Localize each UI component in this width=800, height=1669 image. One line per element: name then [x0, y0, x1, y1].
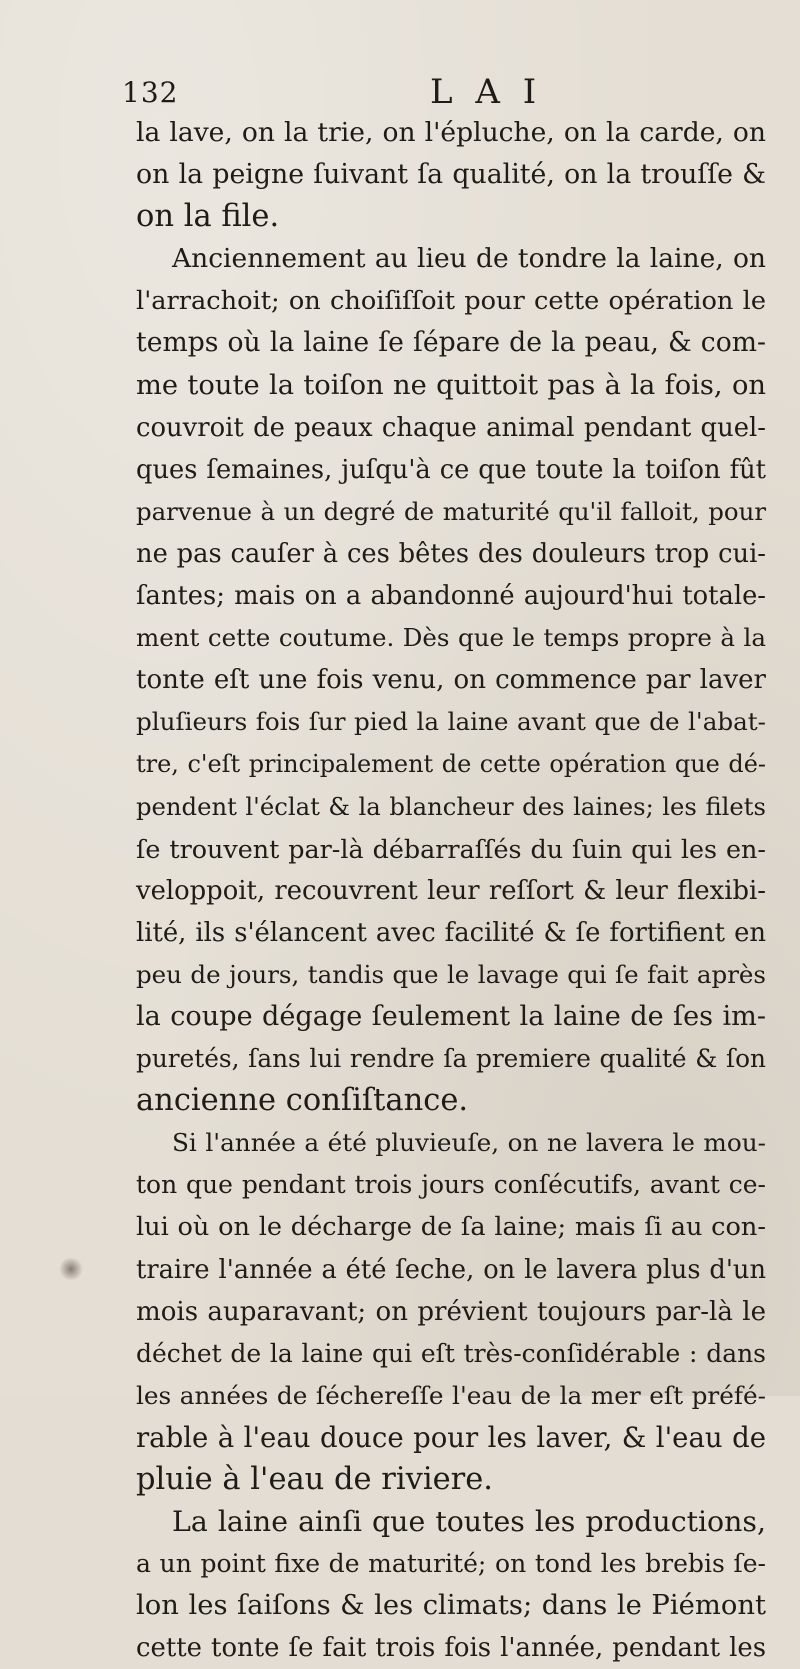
text-line: lui où on le décharge de ſa laine; mais ſi au con- — [136, 1212, 766, 1243]
text-line: les années de ſéchereſſe l'eau de la mer eſt préfé- — [136, 1380, 766, 1410]
text-line: Si l'année a été pluvieuſe, on ne lavera le mou- — [172, 1128, 766, 1158]
ink-blot — [58, 1258, 84, 1280]
text-line: cette tonte ſe fait trois fois l'année, pendant les — [136, 1633, 766, 1664]
text-line: ancienne conſiſtance. — [136, 1083, 469, 1119]
text-line: mois auparavant; on prévient toujours par-là le — [136, 1296, 766, 1327]
text-line: tonte eſt une fois venu, on commence par laver — [136, 665, 766, 696]
text-line: déchet de la laine qui eſt très-conſidérable : dans — [136, 1338, 766, 1368]
text-line: on la peigne ſuivant ſa qualité, on la trouſſe & — [136, 159, 766, 191]
text-line: rable à l'eau douce pour les laver, & l'eau de — [136, 1421, 766, 1454]
text-line: ment cette coutume. Dès que le temps propre à la — [136, 623, 766, 653]
text-line: traire l'année a été ſeche, on le lavera plus d'un — [136, 1254, 766, 1285]
text-line: la coupe dégage ſeulement la laine de ſes im- — [136, 1000, 766, 1032]
text-line: me toute la toiſon ne quittoit pas à la fois, on — [136, 369, 766, 401]
text-line: puretés, ſans lui rendre ſa premiere qualité & ſon — [136, 1044, 766, 1074]
text-line: pendent l'éclat & la blancheur des laines; les filets — [136, 791, 766, 821]
text-line: pluie à l'eau de riviere. — [136, 1462, 493, 1497]
page-number: 132 — [122, 76, 179, 109]
text-line: Anciennement au lieu de tondre la laine, on — [172, 243, 766, 275]
text-line: ne pas cauſer à ces bêtes des douleurs trop cui- — [136, 538, 766, 569]
text-line: lité, ils s'élancent avec facilité & ſe fortifient en — [136, 917, 766, 948]
text-line: la lave, on la trie, on l'épluche, on la carde, on — [136, 117, 766, 148]
text-line: on la file. — [136, 199, 280, 235]
text-line: l'arrachoit; on choiſiſſoit pour cette opération le — [136, 286, 766, 317]
text-line: peu de jours, tandis que le lavage qui ſe fait après — [136, 959, 766, 989]
body-text — [136, 112, 766, 1669]
text-line: a un point fixe de maturité; on tond les brebis ſe- — [136, 1549, 766, 1579]
text-line: couvroit de peaux chaque animal pendant quel- — [136, 412, 766, 443]
text-line: lon les ſaiſons & les climats; dans le Piémont — [136, 1590, 766, 1622]
text-line: ſantes; mais on a abandonné aujourd'hui totale- — [136, 581, 766, 612]
text-line: pluſieurs fois ſur pied la laine avant que de l'abat- — [136, 707, 766, 737]
text-line: La laine ainſi que toutes les productions, — [172, 1505, 766, 1539]
running-title: L A I — [430, 72, 543, 112]
text-line: parvenue à un degré de maturité qu'il falloit, pour — [136, 496, 766, 526]
text-line: temps où la laine ſe ſépare de la peau, & com- — [136, 327, 766, 359]
text-line: ton que pendant trois jours conſécutifs, avant ce- — [136, 1170, 766, 1200]
running-head — [0, 70, 800, 110]
text-line: ques ſemaines, juſqu'à ce que toute la toiſon fût — [136, 454, 766, 485]
text-line: tre, c'eſt principalement de cette opération que dé- — [136, 750, 766, 779]
text-line: ſe trouvent par-là débarraſſés du ſuin qui les en- — [136, 833, 766, 864]
text-line: veloppoit, recouvrent leur reſſort & leur flexibi- — [136, 875, 766, 906]
